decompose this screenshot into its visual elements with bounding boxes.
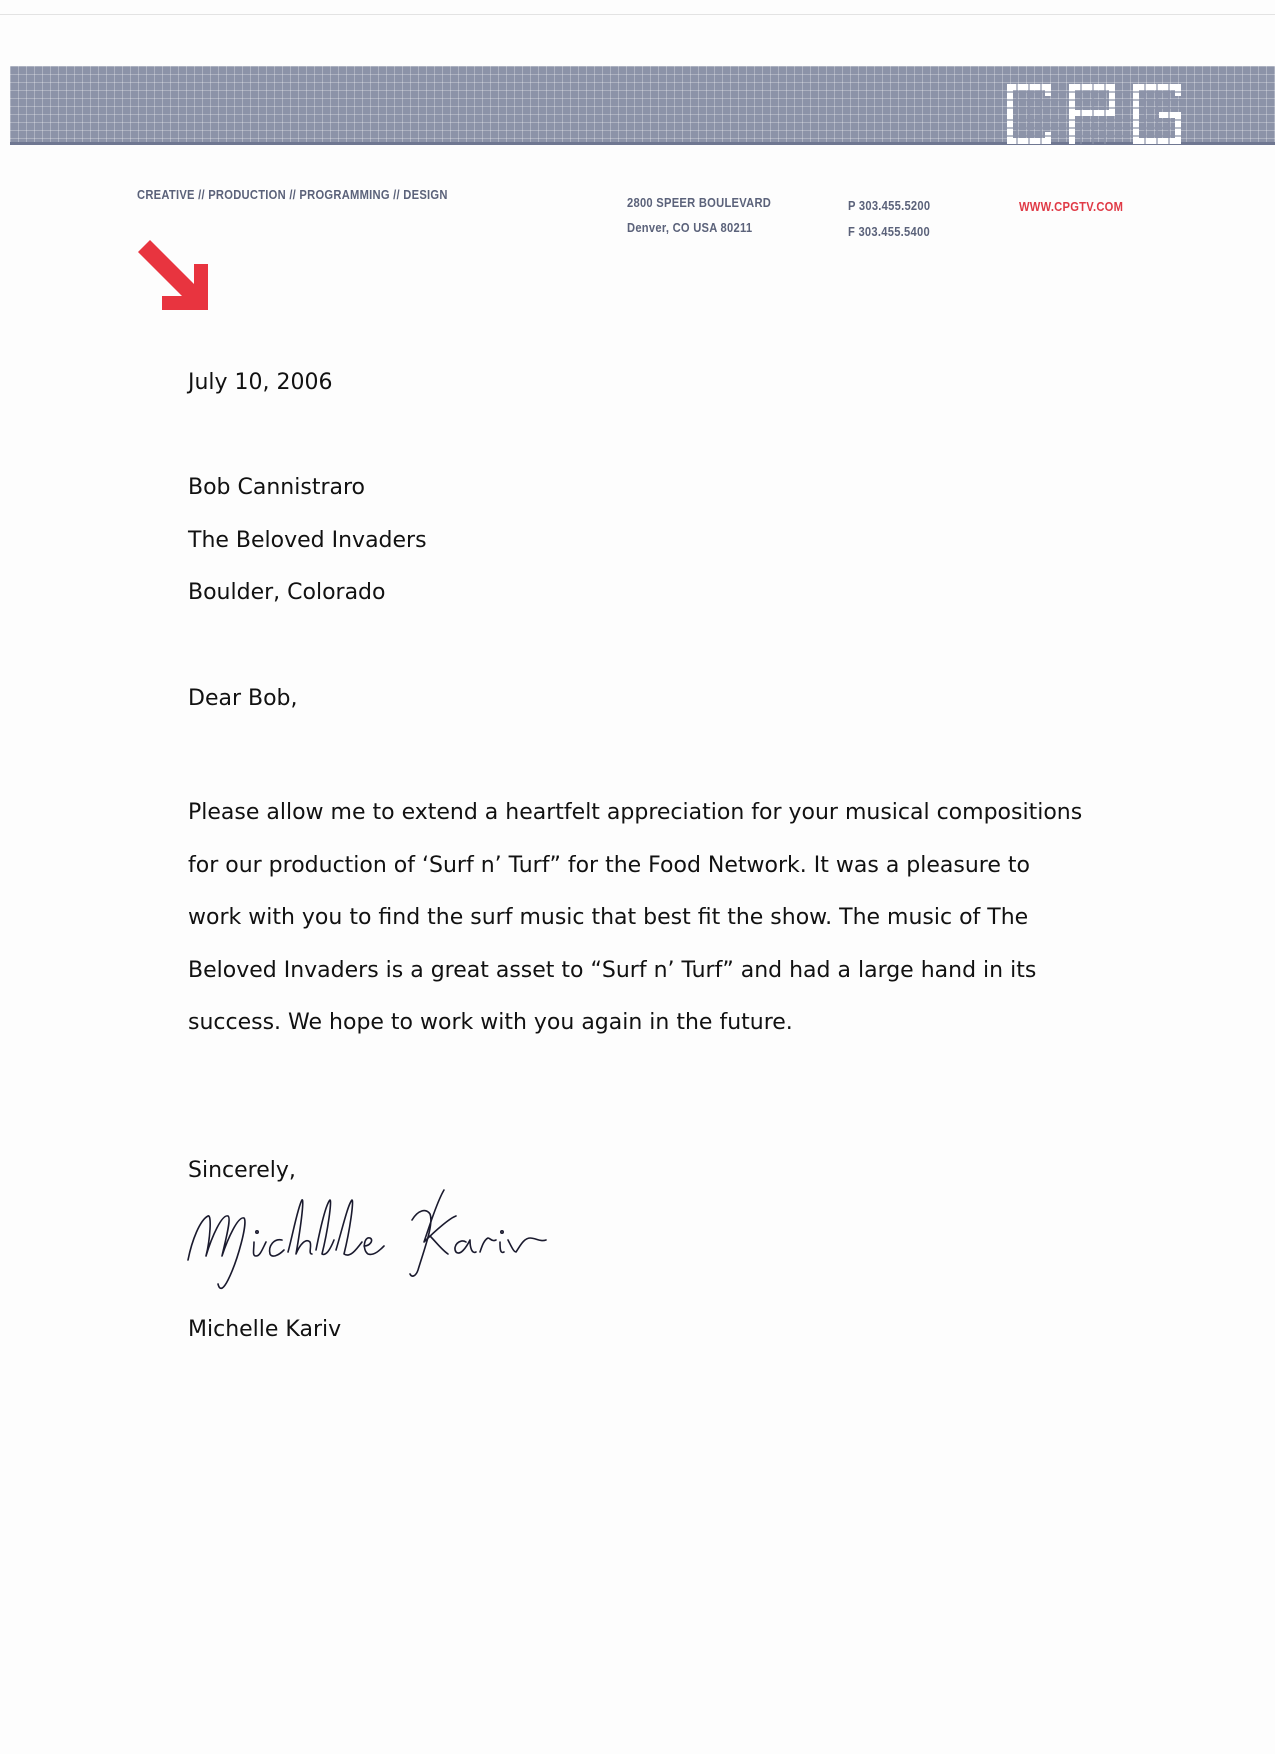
company-address-line1: 2800 SPEER BOULEVARD (627, 195, 772, 210)
letter-body: Please allow me to extend a heartfelt appreciation for your musical compositions for our production of ‘Surf n’ Turf” for the Food Network. It was a pleasure to work with you to find the surf music that best fit the show. The music of The Beloved Invaders is a great asset to “Surf n’ Turf” and had a large hand in its success. We hope to work with you again in the future. (188, 800, 1083, 1035)
company-address-line2: Denver, CO USA 80211 (627, 220, 753, 235)
recipient-city: Boulder, Colorado (188, 580, 386, 605)
arrow-down-right-icon (138, 240, 218, 312)
salutation: Dear Bob, (188, 686, 298, 711)
letter-date: July 10, 2006 (188, 370, 333, 395)
cpg-logo (1005, 84, 1185, 144)
company-fax: F 303.455.5400 (848, 224, 930, 239)
handwritten-signature (180, 1180, 560, 1295)
closing: Sincerely, (188, 1158, 296, 1183)
company-tagline: CREATIVE // PRODUCTION // PROGRAMMING // DESIGN (137, 187, 448, 202)
signer-name: Michelle Kariv (188, 1317, 342, 1342)
company-phone: P 303.455.5200 (848, 198, 931, 213)
recipient-name: Bob Cannistraro (188, 475, 365, 500)
recipient-organization: The Beloved Invaders (188, 528, 427, 553)
company-website: WWW.CPGTV.COM (1019, 199, 1124, 214)
scan-artifact-line (0, 14, 1275, 15)
letterhead-banner (10, 66, 1275, 145)
